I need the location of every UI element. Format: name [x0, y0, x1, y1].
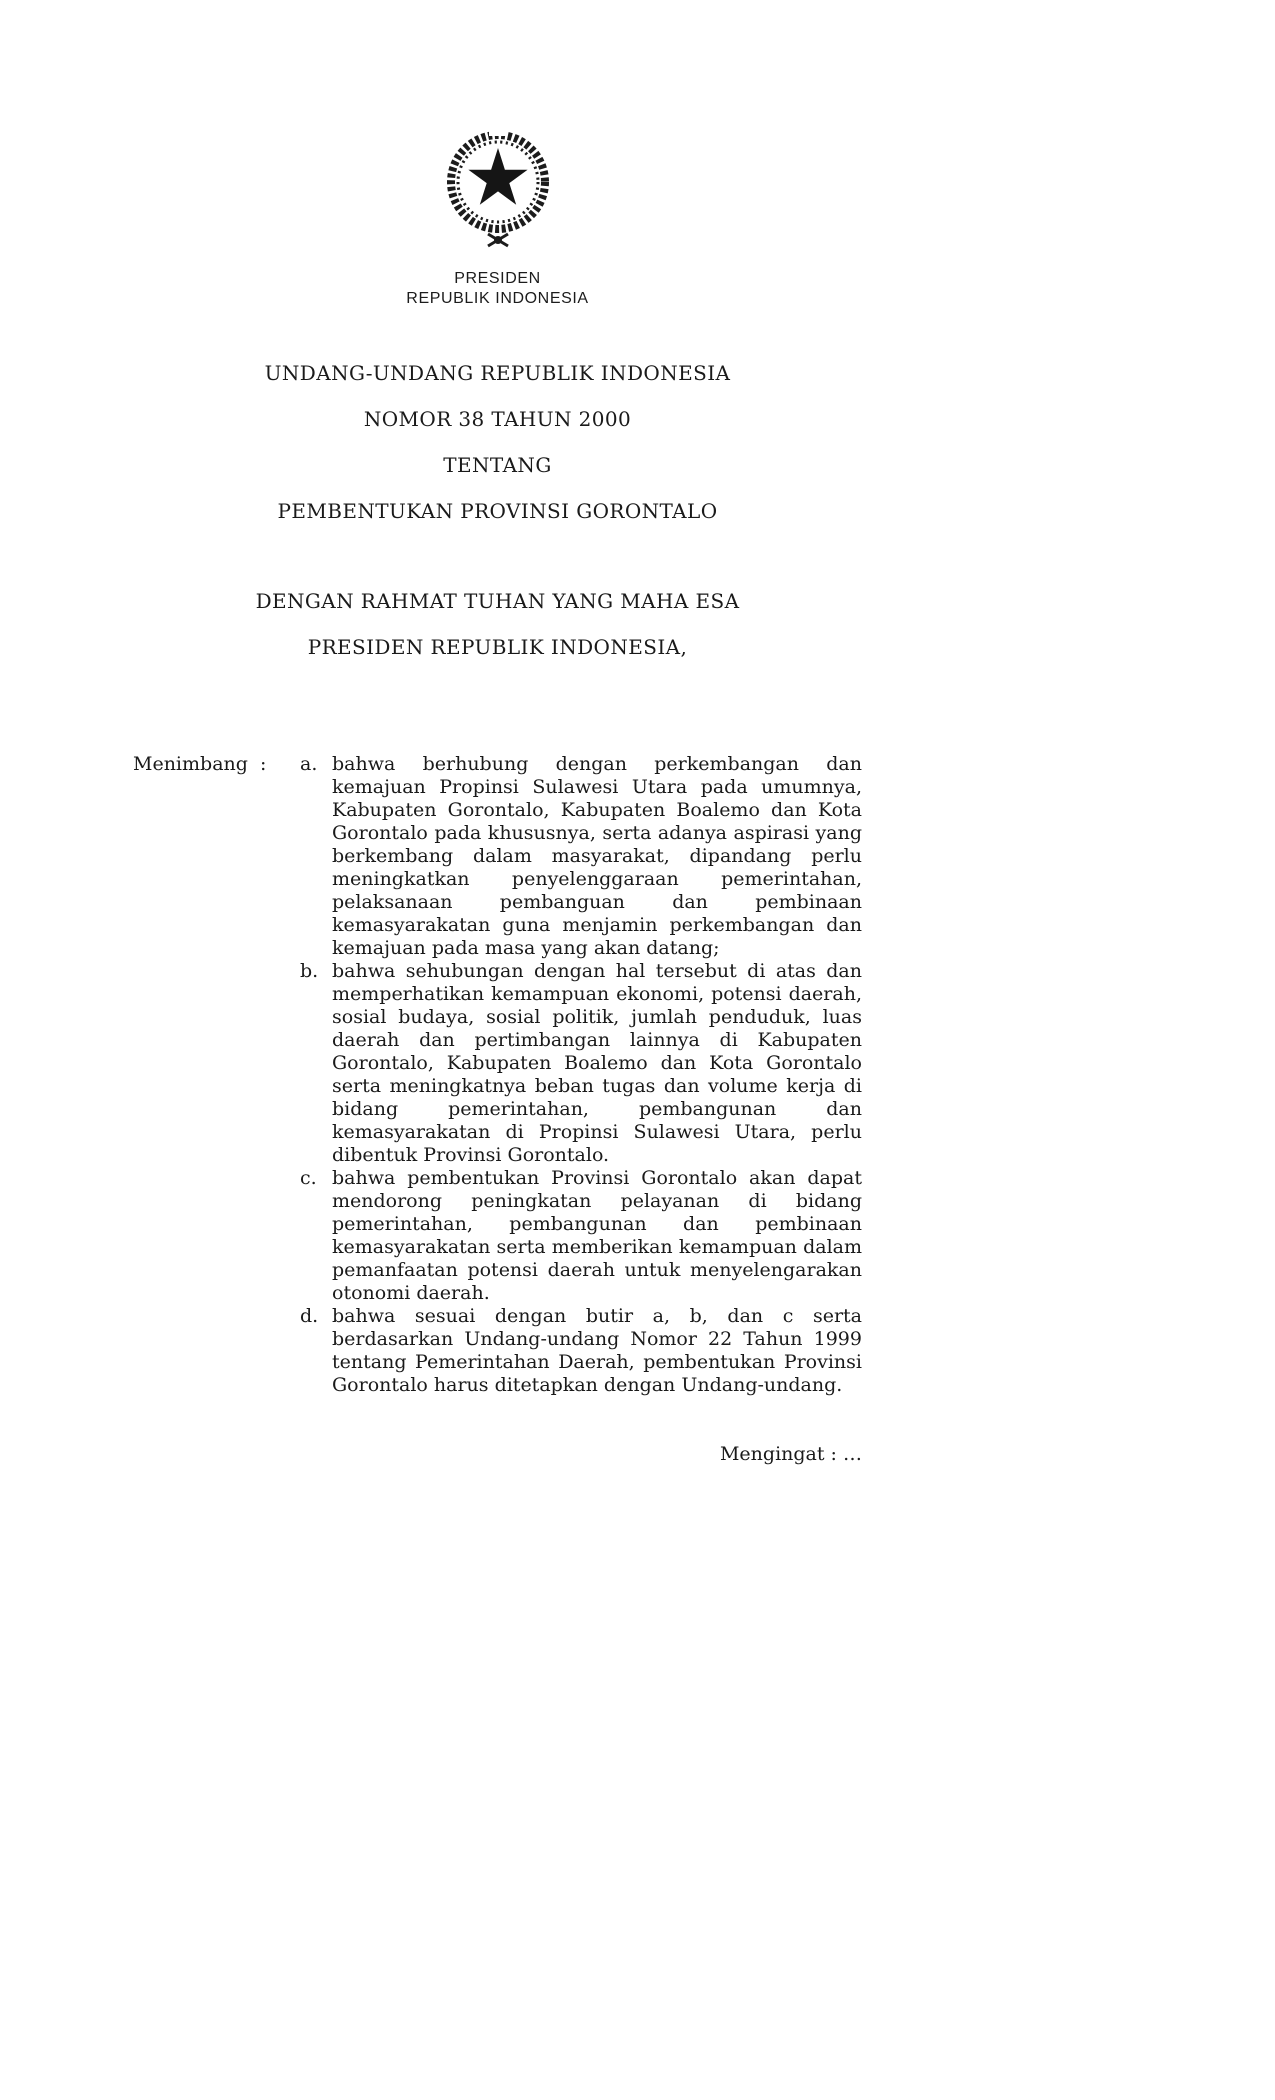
menimbang-colon: :	[260, 753, 267, 775]
menimbang-item-b	[300, 960, 862, 1167]
letterhead	[133, 270, 862, 307]
menimbang-item-c	[300, 1167, 862, 1305]
preamble-line-1: DENGAN RAHMAT TUHAN YANG MAHA ESA	[255, 589, 740, 613]
menimbang-label: Menimbang	[133, 753, 248, 775]
item-letter: d.	[300, 1305, 319, 1327]
item-text: bahwa berhubung dengan perkembangan dan kemajuan Propinsi Sulawesi Utara pada umumnya, Kabupaten Gorontalo, Kabupaten Boalemo dan Kota Gorontalo pada khususnya, serta adanya aspirasi yang berkembang dalam masyarakat, dipandang perlu meningkatkan penyelenggaraan pemerintahan, pelaksanaan pembanguan dan pembinaan kemasyarakatan guna menjamin perkembangan dan kemajuan pada masa yang akan datang;	[332, 753, 862, 959]
item-letter: c.	[300, 1167, 317, 1189]
preamble-line-2: PRESIDEN REPUBLIK INDONESIA,	[307, 635, 688, 659]
menimbang-item-a	[300, 753, 862, 960]
doc-title-line-4: PEMBENTUKAN PROVINSI GORONTALO	[277, 499, 718, 523]
mengingat-catchword: Mengingat : …	[719, 1443, 862, 1465]
item-letter: a.	[300, 753, 318, 775]
document-content	[133, 0, 862, 1466]
preamble-block	[133, 589, 862, 659]
doc-title-line-3: TENTANG	[443, 453, 552, 477]
presidential-seal-icon	[442, 118, 554, 258]
item-text: bahwa pembentukan Provinsi Gorontalo akan dapat mendorong peningkatan pelayanan di bidang pemerintahan, pembangunan dan pembinaan kemasyarakatan serta memberikan kemampuan dalam pemanfaatan potensi daerah untuk menyelengarakan otonomi daerah.	[332, 1167, 862, 1304]
item-text: bahwa sesuai dengan butir a, b, dan c serta berdasarkan Undang-undang Nomor 22 Tahun 1999 tentang Pemerintahan Daerah, pembentukan Provinsi Gorontalo harus ditetapkan dengan Undang-undang.	[332, 1305, 862, 1396]
star-icon	[468, 148, 527, 205]
document-title-block	[133, 361, 862, 523]
menimbang-item-d	[300, 1305, 862, 1397]
letterhead-presiden-label: PRESIDEN	[454, 270, 541, 287]
doc-title-line-1: UNDANG-UNDANG REPUBLIK INDONESIA	[264, 361, 731, 385]
item-letter: b.	[300, 960, 319, 982]
ribbon-knot-icon	[494, 236, 502, 244]
menimbang-section	[133, 753, 862, 1397]
item-text: bahwa sehubungan dengan hal tersebut di atas dan memperhatikan kemampuan ekonomi, potensi daerah, sosial budaya, sosial politik, jumlah penduduk, luas daerah dan pertimbangan lainnya di Kabupaten Gorontalo, Kabupaten Boalemo dan Kota Gorontalo serta meningkatnya beban tugas dan volume kerja di bidang pemerintahan, pembangunan dan kemasyarakatan di Propinsi Sulawesi Utara, perlu dibentuk Provinsi Gorontalo.	[332, 960, 862, 1166]
menimbang-items	[300, 753, 862, 1397]
doc-title-line-2: NOMOR 38 TAHUN 2000	[363, 407, 632, 431]
letterhead-emblem	[133, 0, 862, 262]
letterhead-republik-indonesia-label: REPUBLIK INDONESIA	[406, 290, 589, 307]
